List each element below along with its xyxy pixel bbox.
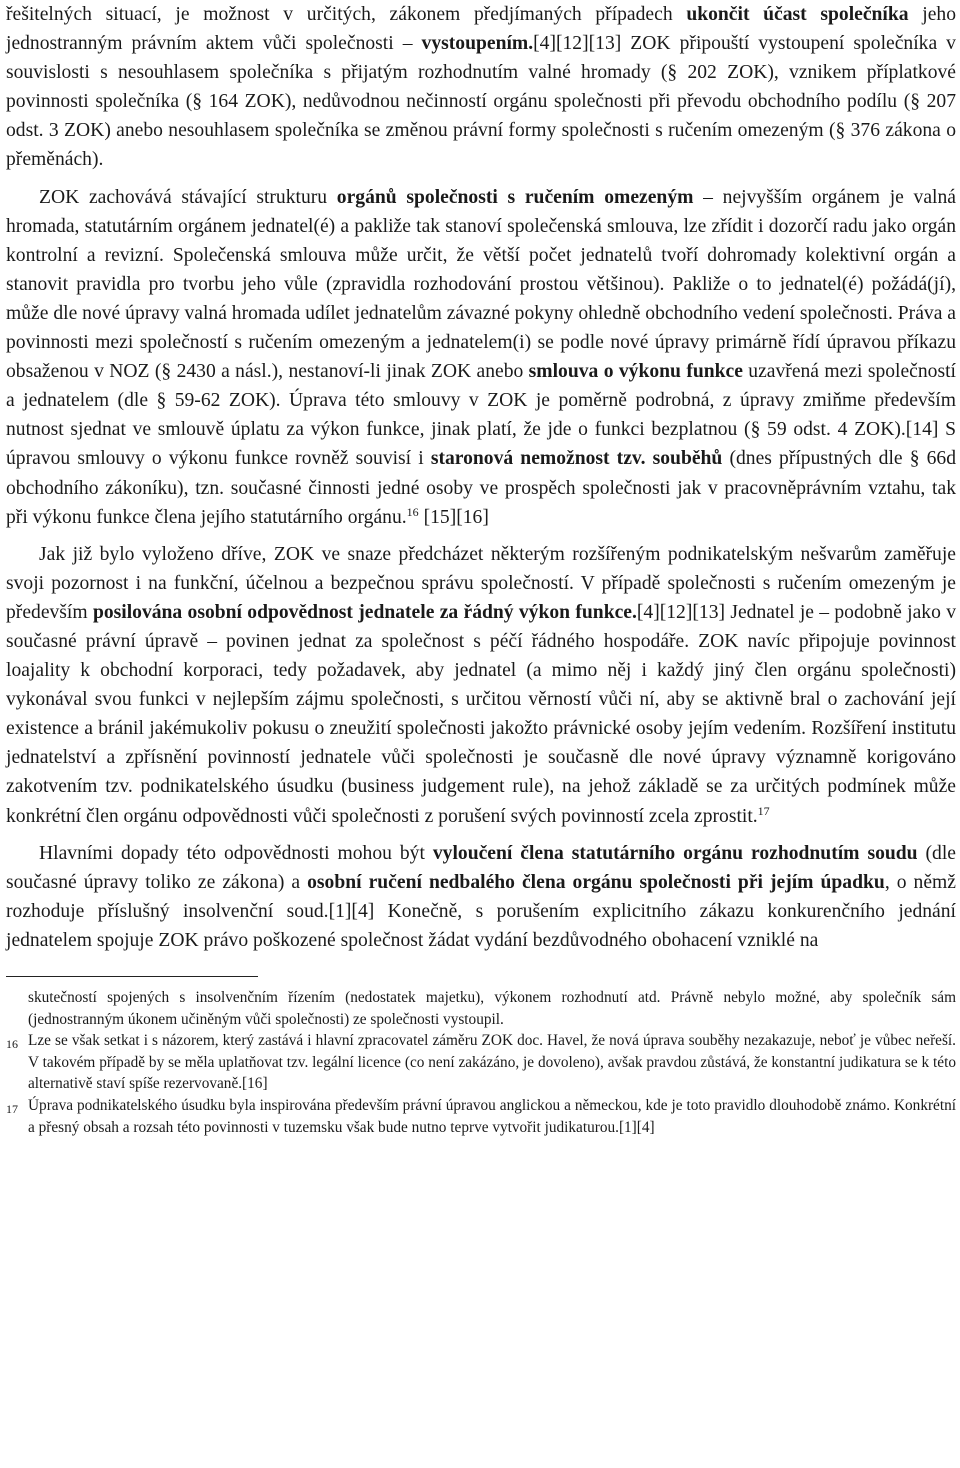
document-page — [6, 0, 956, 1138]
footnote-text: Úprava podnikatelského úsudku byla inspirována především právní úpravou anglickou a německou, kde je toto pravidlo dlouhodobě známo. Konkrétní a přesný obsah a rozsah této povinnosti v tuzemsku však bude nutno teprve vytvořit judikaturou.[1][4] — [28, 1096, 956, 1136]
footnote-separator — [6, 976, 258, 977]
text-run: [4][12][13] ZOK připouští vystoupení společníka v souvislosti s nesouhlasem společníka s přijatým rozhodnutím valné hromady (§ 202 ZOK), vznikem příplatkové povinnosti společníka (§ 164 ZOK), nedůvodnou nečinností orgánu společnosti při převodu obchodního podílu (§ 207 odst. 3 ZOK) anebo nesouhlasem společníka se změnou právní formy společnosti s ručením omezeným (§ 376 zákona o přeměnách). — [6, 33, 956, 171]
paragraph-4 — [6, 839, 956, 955]
bold-term: orgánů společnosti s ručením omezeným — [336, 186, 694, 208]
bold-term: smlouva o výkonu funkce — [528, 361, 743, 383]
footnote-continuation: skutečností spojených s insolvenčním řízením (nedostatek majetku), výkonem rozhodnutí atd. Právně nebylo možné, aby společník sám (jednostranným úkonem učiněným vůči společnosti) ze společnosti vystoupil. — [28, 989, 956, 1028]
bold-term: vystoupením. — [421, 33, 534, 55]
text-run: Jak již bylo vyloženo dříve, ZOK ve snaze předcházet některým rozšířeným podnikatelským nešvarům zaměřuje svoji pozornost i na funkční, účelnou a bezpečnou správu společností. V případě společnosti s ručením omezeným je především — [6, 543, 956, 623]
text-run: [4][12][13] Jednatel je – podobně jako v současné právní úpravě – povinen jednat za společnost s péčí řádného hospodáře. ZOK navíc připojuje povinnost loajality k obchodní korporaci, tedy požadavek, aby jednatel (a mimo něj i každý jiný člen orgánu společnosti) vykonával svou funkci v nejlepším zájmu společnosti, s určitou věrností vůči ní, aby se aktivně bral o zachování její existence a bránil jakémukoliv pokusu o zneužití společnosti jakožto právnické osoby jejím vedením. Rozšíření institutu jednatelství a zpřísnění povinností jednatele vůči společnosti je současně dle nové úpravy významně korigováno zakotvením tzv. podnikatelského úsudku (business judgement rule), na jehož základě se za určitých podmínek může konkrétní člen orgánu odpovědnosti vůči společnosti z porušení svých povinností zcela zprostit. — [6, 601, 956, 827]
footnote-17 — [6, 1095, 956, 1138]
paragraph-1 — [6, 0, 956, 175]
text-run: [15][16] — [418, 506, 489, 528]
text-run: Hlavními dopady této odpovědnosti mohou být — [39, 842, 433, 864]
bold-term: vyloučení člena statutárního orgánu rozhodnutím soudu — [432, 842, 918, 864]
text-run: uzavřená mezi společností a jednatelem (dle § 59-62 ZOK). Úprava této smlouvy v ZOK je poměrně podrobná, z úpravy zmiňme především nutnost sjednat ve smlouvě úplatu za výkon funkce, jinak platí, že jde o funkci bezplatnou (§ 59 odst. 4 ZOK).[14] S úpravou smlouvy o výkonu funkce rovněž souvisí i — [6, 361, 956, 470]
footnotes — [6, 987, 956, 1138]
bold-term: osobní ručení nedbalého člena orgánu společnosti při jejím úpadku — [307, 871, 885, 893]
footnote-16 — [6, 1030, 956, 1095]
text-run: (dnes přípustných dle § 66d obchodního zákoníku), tzn. současné činnosti jedné osoby ve prospěch společnosti jak v pracovněprávním vztahu, tak při výkonu funkce člena jejího statutárního orgánu. — [6, 448, 957, 528]
footnote-number: 16 — [6, 1037, 18, 1052]
text-run: ZOK zachovává stávající strukturu — [39, 186, 337, 208]
paragraph-2 — [6, 183, 956, 532]
bold-term: posilována osobní odpovědnost jednatele za řádný výkon funkce. — [92, 601, 637, 623]
text-run: (dle současné úpravy toliko ze zákona) a — [6, 842, 956, 893]
paragraph-3 — [6, 540, 956, 831]
bold-term: ukončit účast společníka — [686, 4, 909, 25]
text-run: , o němž rozhoduje příslušný insolvenční soud.[1][4] Konečně, s porušením explicitního zákazu konkurenčního jednání jednatelem spojuje ZOK právo poškozené společnost žádat vydání bezdůvodného obohacení vzniklé na — [6, 871, 956, 951]
text-run: řešitelných situací, je možnost v určitých, zákonem předjímaných případech — [6, 4, 687, 25]
bold-term: staronová nemožnost tzv. souběhů — [430, 448, 723, 470]
text-run: – nejvyšším orgánem je valná hromada, statutárním orgánem jednatel(é) a pakliže tak stanoví společenská smlouva, lze zřídit i dozorčí radu jako orgán kontrolní a revizní. Společenská smlouva může určit, že větší počet jednatelů tvoří dohromady kolektivní orgán a stanovit pravidla pro tvorbu jeho vůle (zpravidla rozhodování prostou většinou). Pakliže o to jednatel(é) požádá(jí), může dle nové úpravy valná hromada udílet jednatelům závazné pokyny ohledně obchodního vedení společnosti. Práva a povinnosti mezi společností s ručením omezeným a jednatelem(i) se podle nové úpravy primárně řídí úpravou příkazu obsaženou v NOZ (§ 2430 a násl.), nestanoví-li jinak ZOK anebo — [6, 186, 956, 383]
footnote-text: Lze se však setkat i s názorem, který zastává i hlavní zpracovatel záměru ZOK doc. Havel, že nová úprava souběhy nezakazuje, neboť je vůbec neřeší. V takovém případě by se měla uplatňovat tzv. legální licence (co není zakázáno, je dovoleno), avšak pravdou zůstává, že konstantní judikatura se k této alternativě staví spíše rezervovaně.[16] — [28, 1032, 956, 1093]
footnote-number: 17 — [6, 1101, 18, 1116]
footnote-ref-16[interactable]: 16 — [406, 504, 419, 519]
text-run: jeho jednostranným právním aktem vůči společnosti – — [6, 4, 956, 55]
footnote-ref-17[interactable]: 17 — [757, 803, 770, 818]
